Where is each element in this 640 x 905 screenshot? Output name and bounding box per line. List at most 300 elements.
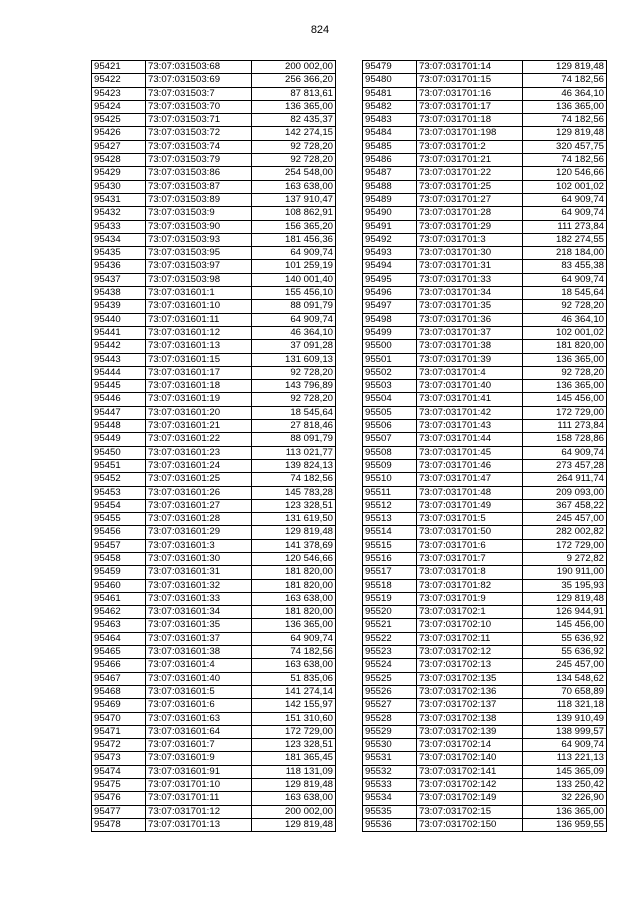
- cadastral-number-cell: 73:07:031701:31: [417, 260, 523, 273]
- cadastral-number-cell: 73:07:031702:14: [417, 739, 523, 752]
- row-number-cell: 95448: [92, 420, 146, 433]
- row-number-cell: 95473: [92, 752, 146, 765]
- table-row: [92, 486, 336, 499]
- table-row: [363, 659, 607, 672]
- cadastral-number-cell: 73:07:031702:149: [417, 792, 523, 805]
- table-row: [92, 340, 336, 353]
- row-number-cell: 95446: [92, 393, 146, 406]
- row-number-cell: 95532: [363, 765, 417, 778]
- row-number-cell: 95534: [363, 792, 417, 805]
- value-cell: 136 365,00: [252, 619, 336, 632]
- table-row: [363, 353, 607, 366]
- table-row: [92, 433, 336, 446]
- table-row: [92, 87, 336, 100]
- right-column-table: [362, 60, 607, 832]
- cadastral-number-cell: 73:07:031702:140: [417, 752, 523, 765]
- cadastral-number-cell: 73:07:031503:69: [146, 74, 252, 87]
- value-cell: 118 131,09: [252, 765, 336, 778]
- table-row: [363, 180, 607, 193]
- value-cell: 92 728,20: [252, 393, 336, 406]
- cadastral-number-cell: 73:07:031601:64: [146, 725, 252, 738]
- cadastral-number-cell: 73:07:031701:16: [417, 87, 523, 100]
- value-cell: 74 182,56: [252, 646, 336, 659]
- row-number-cell: 95491: [363, 220, 417, 233]
- cadastral-number-cell: 73:07:031601:12: [146, 326, 252, 339]
- row-number-cell: 95506: [363, 420, 417, 433]
- table-row: [363, 220, 607, 233]
- cadastral-number-cell: 73:07:031601:25: [146, 473, 252, 486]
- value-cell: 134 548,62: [523, 672, 607, 685]
- table-row: [363, 632, 607, 645]
- cadastral-number-cell: 73:07:031601:17: [146, 366, 252, 379]
- row-number-cell: 95516: [363, 552, 417, 565]
- value-cell: 70 658,89: [523, 685, 607, 698]
- cadastral-number-cell: 73:07:031702:138: [417, 712, 523, 725]
- cadastral-number-cell: 73:07:031702:11: [417, 632, 523, 645]
- cadastral-number-cell: 73:07:031503:68: [146, 61, 252, 74]
- cadastral-number-cell: 73:07:031701:36: [417, 313, 523, 326]
- table-row: [92, 180, 336, 193]
- row-number-cell: 95519: [363, 592, 417, 605]
- table-row: [92, 446, 336, 459]
- value-cell: 181 820,00: [523, 340, 607, 353]
- row-number-cell: 95456: [92, 526, 146, 539]
- cadastral-number-cell: 73:07:031601:32: [146, 579, 252, 592]
- value-cell: 64 909,74: [523, 273, 607, 286]
- table-row: [363, 712, 607, 725]
- cadastral-number-cell: 73:07:031701:45: [417, 446, 523, 459]
- value-cell: 32 226,90: [523, 792, 607, 805]
- cadastral-number-cell: 73:07:031503:72: [146, 127, 252, 140]
- row-number-cell: 95433: [92, 220, 146, 233]
- table-row: [363, 513, 607, 526]
- row-number-cell: 95487: [363, 167, 417, 180]
- table-row: [363, 752, 607, 765]
- cadastral-number-cell: 73:07:031701:15: [417, 74, 523, 87]
- value-cell: 113 021,77: [252, 446, 336, 459]
- value-cell: 158 728,86: [523, 433, 607, 446]
- cadastral-number-cell: 73:07:031701:28: [417, 207, 523, 220]
- cadastral-number-cell: 73:07:031701:46: [417, 459, 523, 472]
- table-row: [363, 87, 607, 100]
- value-cell: 92 728,20: [252, 366, 336, 379]
- row-number-cell: 95475: [92, 779, 146, 792]
- row-number-cell: 95485: [363, 140, 417, 153]
- value-cell: 139 910,49: [523, 712, 607, 725]
- table-row: [92, 366, 336, 379]
- value-cell: 163 638,00: [252, 792, 336, 805]
- value-cell: 129 819,48: [523, 61, 607, 74]
- page-number: 824: [310, 24, 330, 36]
- row-number-cell: 95480: [363, 74, 417, 87]
- cadastral-number-cell: 73:07:031503:86: [146, 167, 252, 180]
- row-number-cell: 95451: [92, 459, 146, 472]
- row-number-cell: 95499: [363, 326, 417, 339]
- cadastral-number-cell: 73:07:031601:29: [146, 526, 252, 539]
- table-row: [92, 167, 336, 180]
- table-row: [363, 646, 607, 659]
- table-row: [92, 805, 336, 818]
- table-row: [92, 818, 336, 831]
- table-row: [363, 592, 607, 605]
- value-cell: 123 328,51: [252, 499, 336, 512]
- cadastral-number-cell: 73:07:031701:6: [417, 539, 523, 552]
- table-row: [92, 380, 336, 393]
- value-cell: 129 819,48: [252, 779, 336, 792]
- value-cell: 142 155,97: [252, 699, 336, 712]
- table-row: [363, 273, 607, 286]
- value-cell: 136 365,00: [523, 100, 607, 113]
- value-cell: 74 182,56: [252, 473, 336, 486]
- cadastral-number-cell: 73:07:031701:82: [417, 579, 523, 592]
- value-cell: 273 457,28: [523, 459, 607, 472]
- value-cell: 92 728,20: [252, 154, 336, 167]
- cadastral-number-cell: 73:07:031701:22: [417, 167, 523, 180]
- cadastral-number-cell: 73:07:031601:5: [146, 685, 252, 698]
- cadastral-number-cell: 73:07:031701:42: [417, 406, 523, 419]
- value-cell: 190 911,00: [523, 566, 607, 579]
- cadastral-number-cell: 73:07:031601:22: [146, 433, 252, 446]
- table-row: [92, 473, 336, 486]
- cadastral-number-cell: 73:07:031701:3: [417, 233, 523, 246]
- table-row: [363, 725, 607, 738]
- value-cell: 55 636,92: [523, 632, 607, 645]
- row-number-cell: 95470: [92, 712, 146, 725]
- cadastral-number-cell: 73:07:031601:10: [146, 300, 252, 313]
- cadastral-number-cell: 73:07:031701:40: [417, 380, 523, 393]
- row-number-cell: 95449: [92, 433, 146, 446]
- table-row: [363, 287, 607, 300]
- table-row: [92, 699, 336, 712]
- cadastral-number-cell: 73:07:031701:12: [146, 805, 252, 818]
- row-number-cell: 95523: [363, 646, 417, 659]
- row-number-cell: 95425: [92, 114, 146, 127]
- cadastral-number-cell: 73:07:031503:97: [146, 260, 252, 273]
- value-cell: 64 909,74: [523, 446, 607, 459]
- value-cell: 181 365,45: [252, 752, 336, 765]
- cadastral-number-cell: 73:07:031601:3: [146, 539, 252, 552]
- value-cell: 129 819,48: [523, 592, 607, 605]
- table-row: [363, 685, 607, 698]
- cadastral-number-cell: 73:07:031601:63: [146, 712, 252, 725]
- cadastral-number-cell: 73:07:031702:12: [417, 646, 523, 659]
- table-row: [363, 207, 607, 220]
- row-number-cell: 95496: [363, 287, 417, 300]
- row-number-cell: 95531: [363, 752, 417, 765]
- cadastral-number-cell: 73:07:031601:26: [146, 486, 252, 499]
- row-number-cell: 95436: [92, 260, 146, 273]
- value-cell: 113 221,13: [523, 752, 607, 765]
- row-number-cell: 95465: [92, 646, 146, 659]
- value-cell: 209 093,00: [523, 486, 607, 499]
- value-cell: 245 457,00: [523, 659, 607, 672]
- value-cell: 118 321,18: [523, 699, 607, 712]
- row-number-cell: 95462: [92, 606, 146, 619]
- table-row: [363, 446, 607, 459]
- table-row: [363, 779, 607, 792]
- value-cell: 155 456,10: [252, 287, 336, 300]
- row-number-cell: 95455: [92, 513, 146, 526]
- cadastral-number-cell: 73:07:031503:87: [146, 180, 252, 193]
- value-cell: 82 435,37: [252, 114, 336, 127]
- value-cell: 111 273,84: [523, 420, 607, 433]
- row-number-cell: 95509: [363, 459, 417, 472]
- table-row: [363, 193, 607, 206]
- row-number-cell: 95450: [92, 446, 146, 459]
- table-row: [92, 100, 336, 113]
- value-cell: 133 250,42: [523, 779, 607, 792]
- row-number-cell: 95522: [363, 632, 417, 645]
- cadastral-number-cell: 73:07:031601:34: [146, 606, 252, 619]
- value-cell: 181 820,00: [252, 606, 336, 619]
- table-row: [92, 459, 336, 472]
- value-cell: 74 182,56: [523, 154, 607, 167]
- table-row: [92, 792, 336, 805]
- value-cell: 136 365,00: [523, 380, 607, 393]
- row-number-cell: 95521: [363, 619, 417, 632]
- cadastral-number-cell: 73:07:031702:139: [417, 725, 523, 738]
- value-cell: 129 819,48: [252, 526, 336, 539]
- cadastral-number-cell: 73:07:031702:10: [417, 619, 523, 632]
- row-number-cell: 95497: [363, 300, 417, 313]
- table-row: [363, 127, 607, 140]
- row-number-cell: 95502: [363, 366, 417, 379]
- table-row: [363, 818, 607, 831]
- cadastral-number-cell: 73:07:031702:150: [417, 818, 523, 831]
- table-row: [363, 526, 607, 539]
- row-number-cell: 95468: [92, 685, 146, 698]
- table-row: [92, 353, 336, 366]
- cadastral-number-cell: 73:07:031702:136: [417, 685, 523, 698]
- table-row: [363, 247, 607, 260]
- cadastral-number-cell: 73:07:031702:1: [417, 606, 523, 619]
- row-number-cell: 95526: [363, 685, 417, 698]
- table-row: [92, 579, 336, 592]
- table-row: [363, 805, 607, 818]
- cadastral-number-cell: 73:07:031702:141: [417, 765, 523, 778]
- table-row: [363, 792, 607, 805]
- cadastral-number-cell: 73:07:031601:15: [146, 353, 252, 366]
- value-cell: 88 091,79: [252, 300, 336, 313]
- value-cell: 131 609,13: [252, 353, 336, 366]
- cadastral-number-cell: 73:07:031701:13: [146, 818, 252, 831]
- table-row: [92, 539, 336, 552]
- row-number-cell: 95463: [92, 619, 146, 632]
- table-row: [92, 326, 336, 339]
- cadastral-number-cell: 73:07:031601:9: [146, 752, 252, 765]
- row-number-cell: 95528: [363, 712, 417, 725]
- value-cell: 92 728,20: [523, 300, 607, 313]
- row-number-cell: 95511: [363, 486, 417, 499]
- value-cell: 138 999,57: [523, 725, 607, 738]
- cadastral-number-cell: 73:07:031701:2: [417, 140, 523, 153]
- cadastral-number-cell: 73:07:031601:38: [146, 646, 252, 659]
- table-row: [363, 433, 607, 446]
- table-row: [92, 566, 336, 579]
- table-row: [363, 100, 607, 113]
- row-number-cell: 95484: [363, 127, 417, 140]
- value-cell: 9 272,82: [523, 552, 607, 565]
- table-row: [92, 260, 336, 273]
- cadastral-number-cell: 73:07:031701:21: [417, 154, 523, 167]
- value-cell: 74 182,56: [523, 74, 607, 87]
- value-cell: 163 638,00: [252, 659, 336, 672]
- cadastral-number-cell: 73:07:031701:37: [417, 326, 523, 339]
- table-row: [92, 552, 336, 565]
- table-row: [363, 380, 607, 393]
- value-cell: 320 457,75: [523, 140, 607, 153]
- row-number-cell: 95458: [92, 552, 146, 565]
- table-row: [363, 300, 607, 313]
- left-column-table: [91, 60, 336, 832]
- row-number-cell: 95452: [92, 473, 146, 486]
- cadastral-number-cell: 73:07:031701:5: [417, 513, 523, 526]
- table-row: [363, 486, 607, 499]
- value-cell: 145 456,00: [523, 619, 607, 632]
- value-cell: 145 783,28: [252, 486, 336, 499]
- value-cell: 141 274,14: [252, 685, 336, 698]
- table-row: [363, 672, 607, 685]
- value-cell: 200 002,00: [252, 61, 336, 74]
- value-cell: 136 959,55: [523, 818, 607, 831]
- cadastral-number-cell: 73:07:031701:47: [417, 473, 523, 486]
- table-row: [92, 752, 336, 765]
- cadastral-number-cell: 73:07:031601:11: [146, 313, 252, 326]
- value-cell: 18 545,64: [252, 406, 336, 419]
- value-cell: 181 456,36: [252, 233, 336, 246]
- row-number-cell: 95434: [92, 233, 146, 246]
- value-cell: 136 365,00: [523, 353, 607, 366]
- row-number-cell: 95426: [92, 127, 146, 140]
- row-number-cell: 95464: [92, 632, 146, 645]
- cadastral-number-cell: 73:07:031701:198: [417, 127, 523, 140]
- value-cell: 37 091,28: [252, 340, 336, 353]
- table-row: [92, 140, 336, 153]
- table-row: [92, 154, 336, 167]
- row-number-cell: 95447: [92, 406, 146, 419]
- table-row: [92, 526, 336, 539]
- cadastral-number-cell: 73:07:031601:13: [146, 340, 252, 353]
- row-number-cell: 95510: [363, 473, 417, 486]
- table-row: [92, 499, 336, 512]
- value-cell: 102 001,02: [523, 180, 607, 193]
- value-cell: 136 365,00: [523, 805, 607, 818]
- cadastral-number-cell: 73:07:031503:7: [146, 87, 252, 100]
- row-number-cell: 95459: [92, 566, 146, 579]
- value-cell: 101 259,19: [252, 260, 336, 273]
- value-cell: 254 548,00: [252, 167, 336, 180]
- row-number-cell: 95437: [92, 273, 146, 286]
- cadastral-number-cell: 73:07:031601:37: [146, 632, 252, 645]
- value-cell: 111 273,84: [523, 220, 607, 233]
- value-cell: 172 729,00: [523, 406, 607, 419]
- table-row: [363, 406, 607, 419]
- value-cell: 181 820,00: [252, 566, 336, 579]
- row-number-cell: 95466: [92, 659, 146, 672]
- row-number-cell: 95457: [92, 539, 146, 552]
- value-cell: 92 728,20: [523, 366, 607, 379]
- cadastral-number-cell: 73:07:031601:40: [146, 672, 252, 685]
- row-number-cell: 95445: [92, 380, 146, 393]
- table-row: [92, 685, 336, 698]
- value-cell: 136 365,00: [252, 100, 336, 113]
- value-cell: 102 001,02: [523, 326, 607, 339]
- value-cell: 181 820,00: [252, 579, 336, 592]
- value-cell: 172 729,00: [252, 725, 336, 738]
- cadastral-number-cell: 73:07:031601:24: [146, 459, 252, 472]
- row-number-cell: 95428: [92, 154, 146, 167]
- cadastral-number-cell: 73:07:031701:29: [417, 220, 523, 233]
- cadastral-number-cell: 73:07:031701:35: [417, 300, 523, 313]
- table-row: [92, 632, 336, 645]
- table-row: [92, 114, 336, 127]
- cadastral-number-cell: 73:07:031503:9: [146, 207, 252, 220]
- cadastral-number-cell: 73:07:031701:18: [417, 114, 523, 127]
- row-number-cell: 95536: [363, 818, 417, 831]
- cadastral-number-cell: 73:07:031601:21: [146, 420, 252, 433]
- value-cell: 35 195,93: [523, 579, 607, 592]
- table-row: [363, 340, 607, 353]
- value-cell: 218 184,00: [523, 247, 607, 260]
- table-row: [363, 579, 607, 592]
- cadastral-number-cell: 73:07:031702:142: [417, 779, 523, 792]
- cadastral-number-cell: 73:07:031601:23: [146, 446, 252, 459]
- row-number-cell: 95514: [363, 526, 417, 539]
- table-row: [92, 606, 336, 619]
- value-cell: 123 328,51: [252, 739, 336, 752]
- cadastral-number-cell: 73:07:031701:43: [417, 420, 523, 433]
- row-number-cell: 95493: [363, 247, 417, 260]
- row-number-cell: 95520: [363, 606, 417, 619]
- table-row: [363, 765, 607, 778]
- table-row: [92, 739, 336, 752]
- table-row: [363, 739, 607, 752]
- row-number-cell: 95490: [363, 207, 417, 220]
- value-cell: 145 365,09: [523, 765, 607, 778]
- table-row: [92, 233, 336, 246]
- row-number-cell: 95508: [363, 446, 417, 459]
- cadastral-number-cell: 73:07:031601:6: [146, 699, 252, 712]
- row-number-cell: 95430: [92, 180, 146, 193]
- table-row: [92, 127, 336, 140]
- row-number-cell: 95471: [92, 725, 146, 738]
- value-cell: 172 729,00: [523, 539, 607, 552]
- value-cell: 51 835,06: [252, 672, 336, 685]
- value-cell: 131 619,50: [252, 513, 336, 526]
- cadastral-number-cell: 73:07:031503:71: [146, 114, 252, 127]
- cadastral-number-cell: 73:07:031601:35: [146, 619, 252, 632]
- row-number-cell: 95442: [92, 340, 146, 353]
- cadastral-number-cell: 73:07:031701:27: [417, 193, 523, 206]
- value-cell: 129 819,48: [252, 818, 336, 831]
- cadastral-number-cell: 73:07:031601:33: [146, 592, 252, 605]
- row-number-cell: 95489: [363, 193, 417, 206]
- cadastral-number-cell: 73:07:031601:27: [146, 499, 252, 512]
- row-number-cell: 95501: [363, 353, 417, 366]
- table-row: [92, 712, 336, 725]
- row-number-cell: 95505: [363, 406, 417, 419]
- row-number-cell: 95429: [92, 167, 146, 180]
- table-row: [92, 313, 336, 326]
- value-cell: 64 909,74: [523, 193, 607, 206]
- table-row: [363, 473, 607, 486]
- row-number-cell: 95504: [363, 393, 417, 406]
- cadastral-number-cell: 73:07:031702:137: [417, 699, 523, 712]
- row-number-cell: 95460: [92, 579, 146, 592]
- row-number-cell: 95469: [92, 699, 146, 712]
- table-row: [363, 619, 607, 632]
- value-cell: 64 909,74: [252, 632, 336, 645]
